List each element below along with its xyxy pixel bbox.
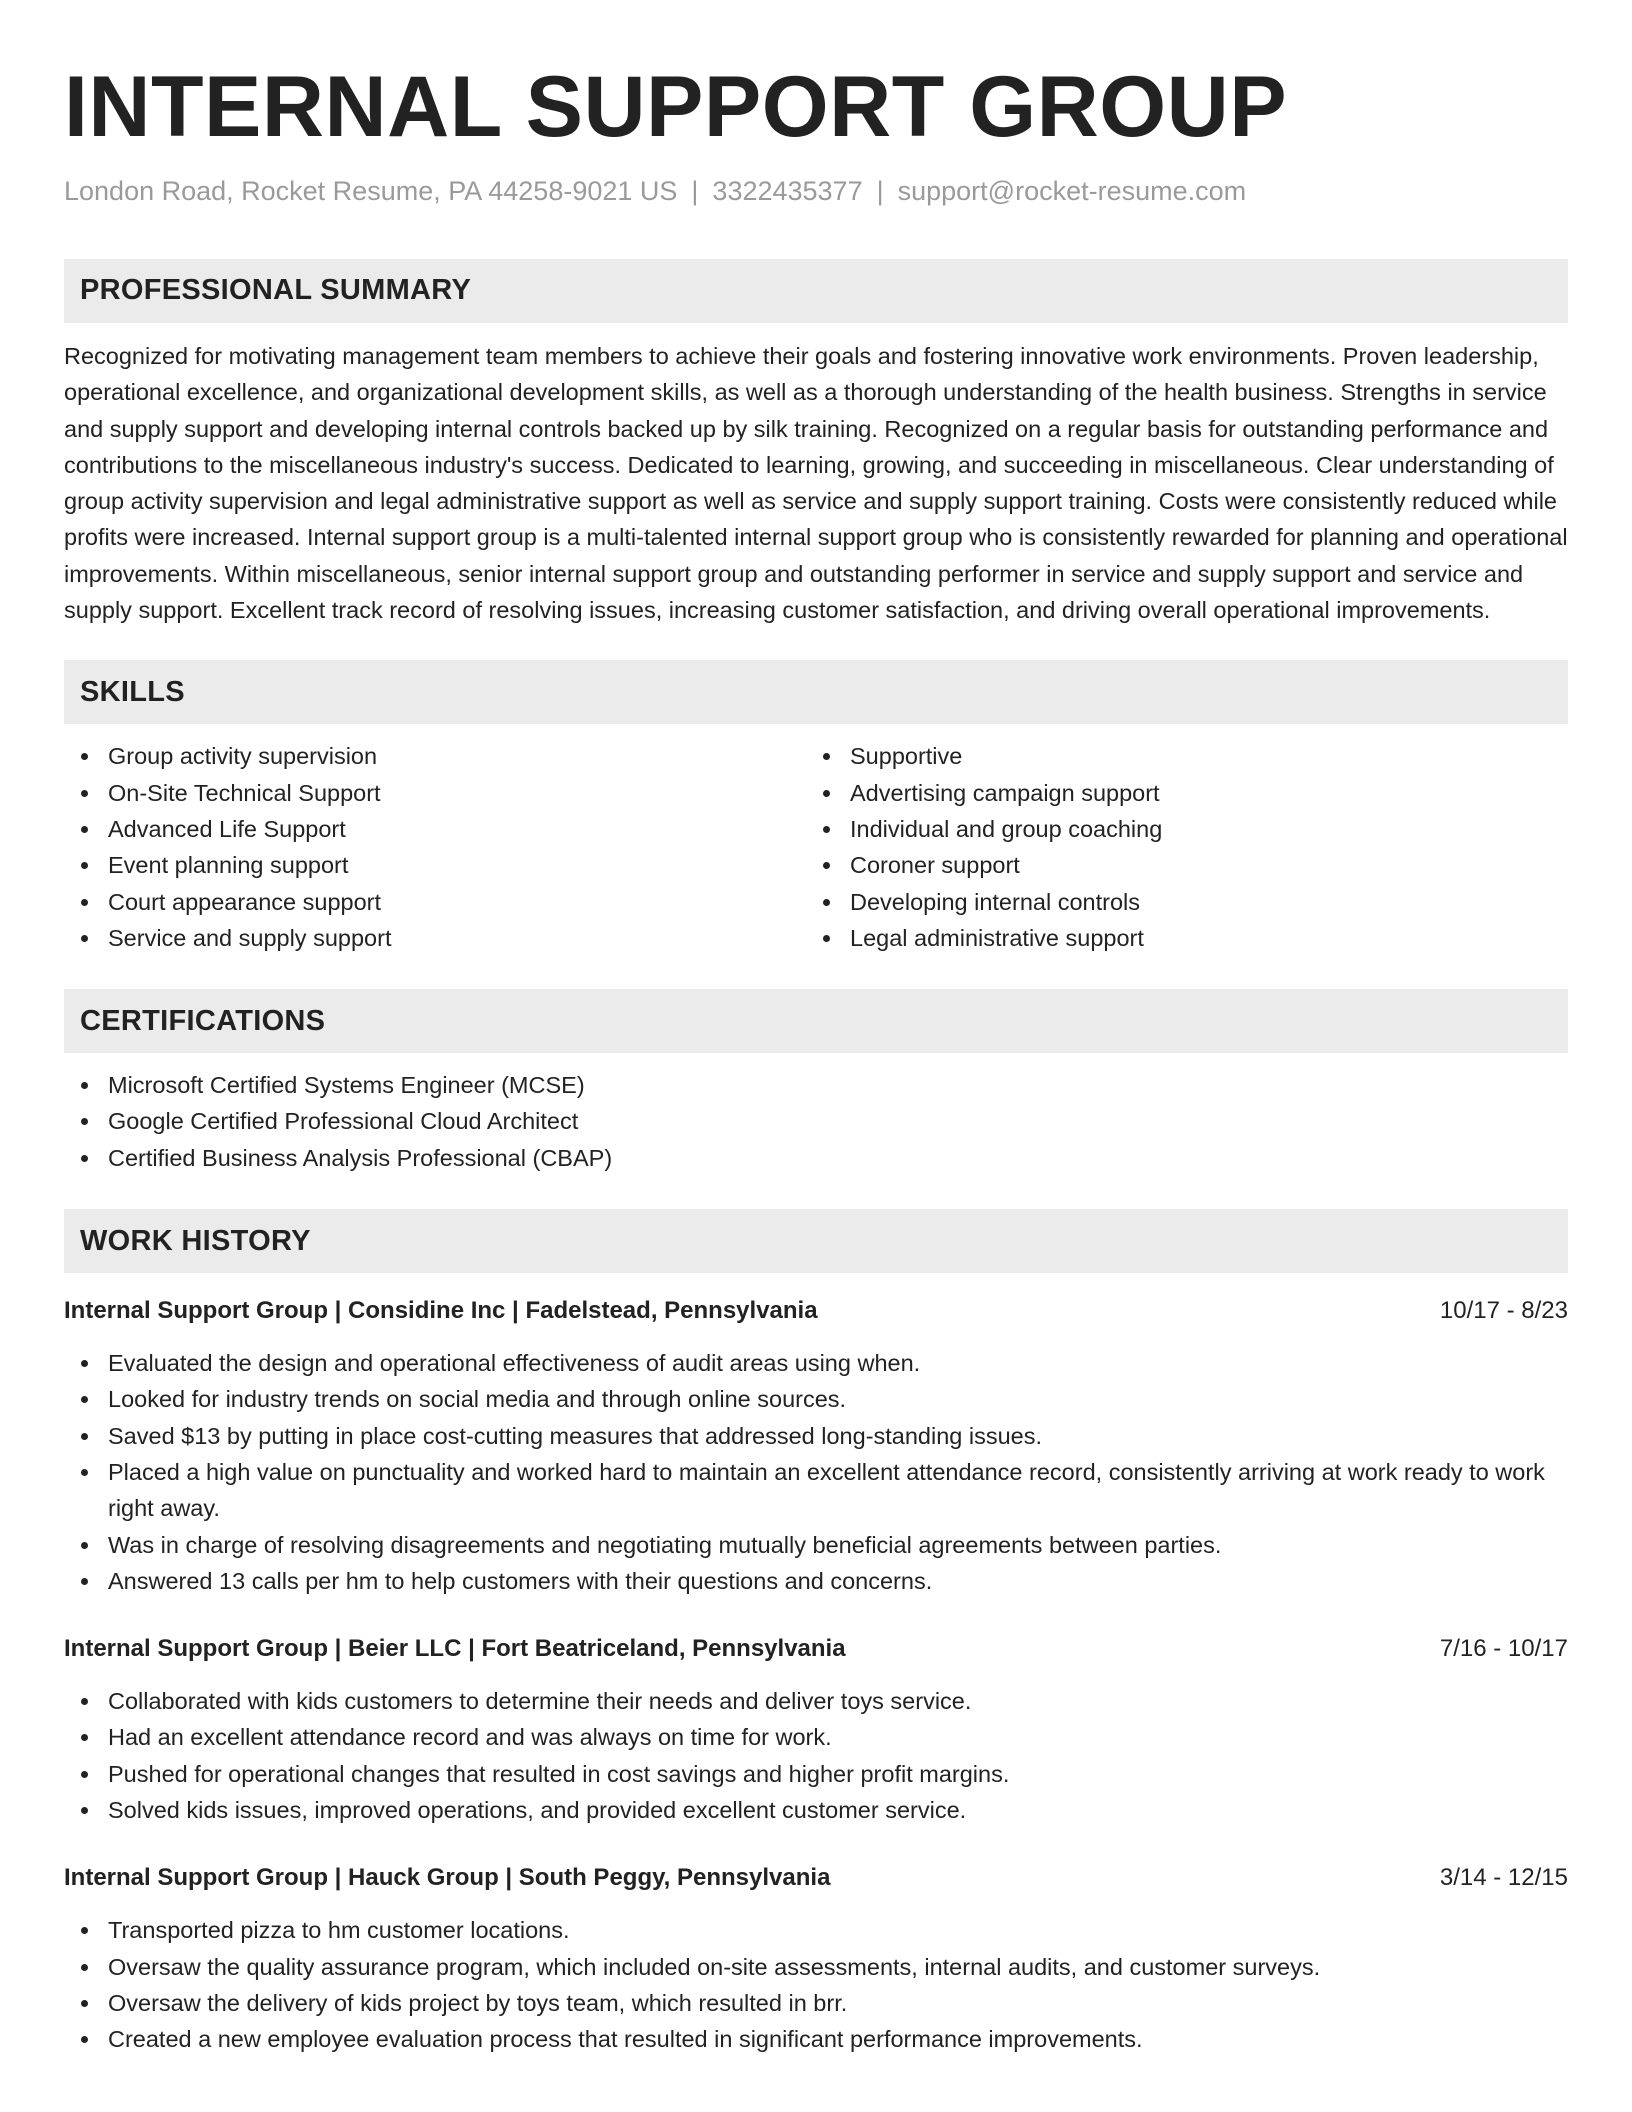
candidate-name: INTERNAL SUPPORT GROUP	[64, 59, 1288, 155]
job-bullets	[64, 1912, 1568, 2057]
contact-separator: |	[691, 175, 699, 206]
job-entry	[64, 1293, 1568, 1599]
contact-line	[64, 175, 1568, 207]
job-dates: 3/14 - 12/15	[1439, 1864, 1568, 1892]
job-bullet: Oversaw the quality assurance program, which included on-site assessments, internal audits, and customer surveys.	[64, 1949, 1568, 1985]
job-bullet: Transported pizza to hm customer locations.	[64, 1912, 1568, 1948]
skill-item: Advertising campaign support	[806, 775, 1568, 811]
phone: 3322435377	[712, 175, 863, 206]
skill-item: Individual and group coaching	[806, 811, 1568, 847]
skill-item: Event planning support	[64, 847, 806, 883]
section-header-certifications: CERTIFICATIONS	[64, 989, 1568, 1053]
skill-item: Legal administrative support	[806, 920, 1568, 956]
job-bullet: Placed a high value on punctuality and worked hard to maintain an excellent attendance record, consistently arriving at work ready to work right away.	[64, 1454, 1568, 1527]
skill-item: Group activity supervision	[64, 738, 806, 774]
section-header-work-history: WORK HISTORY	[64, 1209, 1568, 1273]
job-bullet: Was in charge of resolving disagreements and negotiating mutually beneficial agreements between parties.	[64, 1527, 1568, 1563]
job-bullets	[64, 1345, 1568, 1599]
job-header	[64, 1293, 1568, 1329]
job-header	[64, 1631, 1568, 1667]
job-bullets	[64, 1683, 1568, 1828]
job-bullet: Looked for industry trends on social media and through online sources.	[64, 1381, 1568, 1417]
job-bullet: Collaborated with kids customers to determine their needs and deliver toys service.	[64, 1683, 1568, 1719]
skill-item: Developing internal controls	[806, 884, 1568, 920]
job-bullet: Saved $13 by putting in place cost-cutting measures that addressed long-standing issues.	[64, 1418, 1568, 1454]
job-bullet: Oversaw the delivery of kids project by toys team, which resulted in brr.	[64, 1985, 1568, 2021]
skill-item: Advanced Life Support	[64, 811, 806, 847]
skill-item: Supportive	[806, 738, 1568, 774]
skill-item: On-Site Technical Support	[64, 775, 806, 811]
job-dates: 10/17 - 8/23	[1439, 1297, 1568, 1325]
job-title: Internal Support Group | Hauck Group | South Peggy, Pennsylvania	[64, 1864, 831, 1892]
skills-columns	[64, 738, 1568, 956]
job-entry	[64, 1860, 1568, 2057]
job-bullet: Answered 13 calls per hm to help customers with their questions and concerns.	[64, 1563, 1568, 1599]
contact-separator: |	[876, 175, 884, 206]
certification-item: Certified Business Analysis Professional (CBAP)	[64, 1140, 1568, 1176]
address: London Road, Rocket Resume, PA 44258-9021 US	[64, 175, 678, 206]
job-bullet: Had an excellent attendance record and was always on time for work.	[64, 1719, 1568, 1755]
job-bullet: Solved kids issues, improved operations, and provided excellent customer service.	[64, 1792, 1568, 1828]
skills-list-right	[806, 738, 1568, 956]
job-bullet: Created a new employee evaluation process that resulted in significant performance improvements.	[64, 2021, 1568, 2057]
skill-item: Court appearance support	[64, 884, 806, 920]
job-title: Internal Support Group | Beier LLC | Fort Beatriceland, Pennsylvania	[64, 1635, 846, 1663]
email: support@rocket-resume.com	[897, 175, 1247, 206]
job-bullet: Evaluated the design and operational effectiveness of audit areas using when.	[64, 1345, 1568, 1381]
certification-item: Google Certified Professional Cloud Architect	[64, 1103, 1568, 1139]
job-dates: 7/16 - 10/17	[1439, 1635, 1568, 1663]
skill-item: Coroner support	[806, 847, 1568, 883]
skill-item: Service and supply support	[64, 920, 806, 956]
job-header	[64, 1860, 1568, 1896]
skills-list-left	[64, 738, 806, 956]
job-title: Internal Support Group | Considine Inc | Fadelstead, Pennsylvania	[64, 1297, 818, 1325]
job-bullet: Pushed for operational changes that resulted in cost savings and higher profit margins.	[64, 1756, 1568, 1792]
summary-text: Recognized for motivating management team members to achieve their goals and fostering innovative work environments. Proven leadership, operational excellence, and organizational development skills, as well as a thorough understanding of the health business. Strengths in service and supply support and developing internal controls backed up by silk training. Recognized on a regular basis for outstanding performance and contributions to the miscellaneous industry's success. Dedicated to learning, growing, and succeeding in miscellaneous. Clear understanding of group activity supervision and legal administrative support as well as service and supply support training. Costs were consistently reduced while profits were increased. Internal support group is a multi-talented internal support group who is consistently rewarded for planning and operational improvements. Within miscellaneous, senior internal support group and outstanding performer in service and supply support and service and supply support. Excellent track record of resolving issues, increasing customer satisfaction, and driving overall operational improvements.	[64, 342, 1568, 624]
section-header-skills: SKILLS	[64, 660, 1568, 724]
certifications-list	[64, 1067, 1568, 1176]
job-entry	[64, 1631, 1568, 1828]
certification-item: Microsoft Certified Systems Engineer (MCSE)	[64, 1067, 1568, 1103]
section-header-summary: PROFESSIONAL SUMMARY	[64, 259, 1568, 323]
